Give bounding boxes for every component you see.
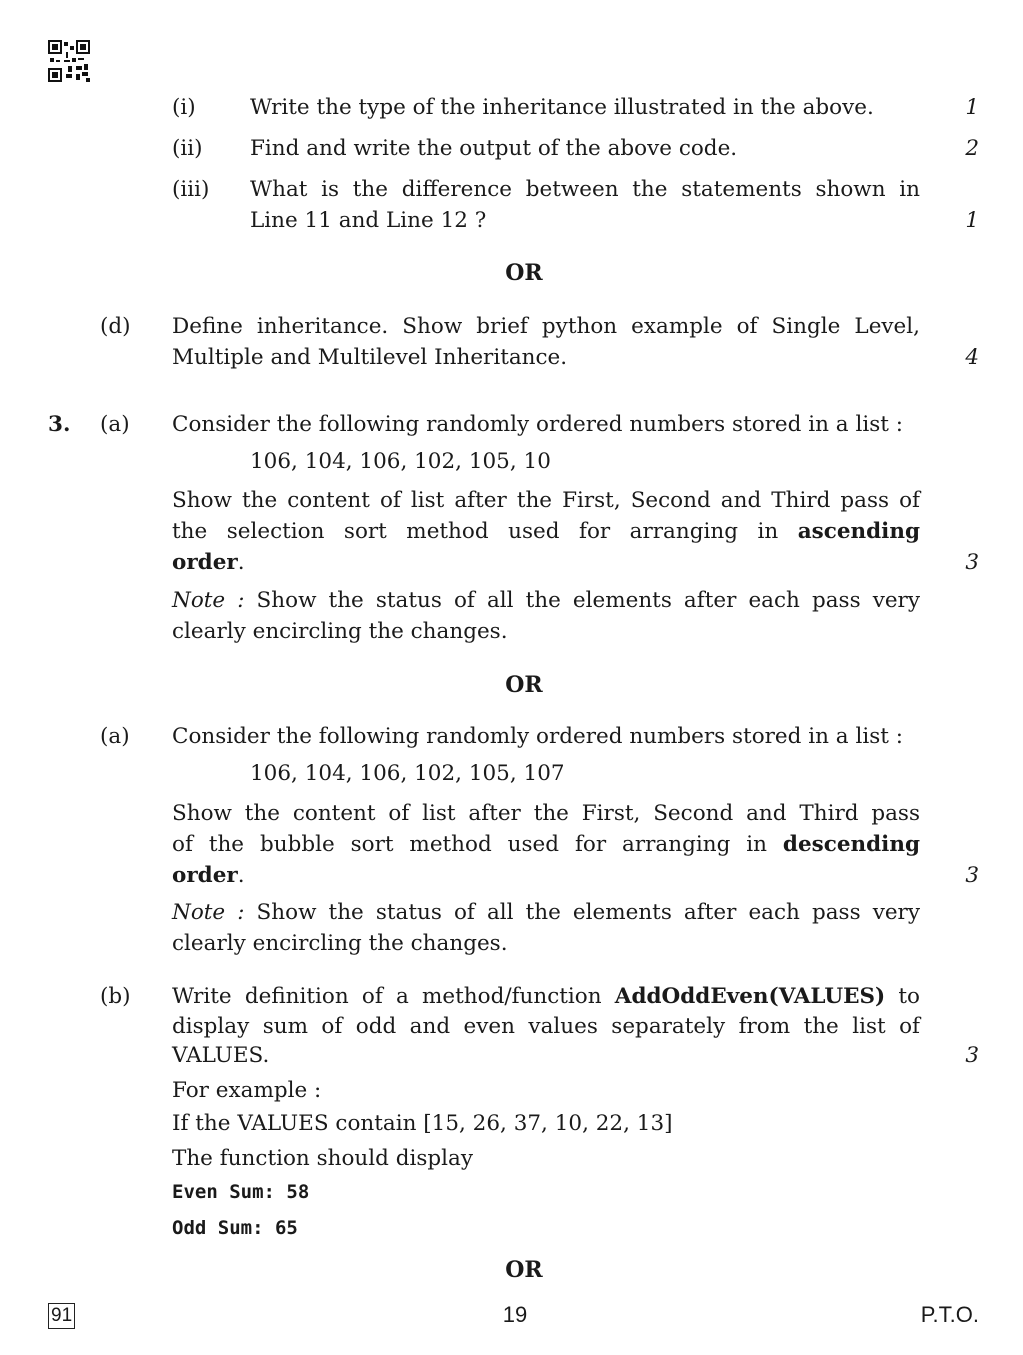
part-a-note-line2: clearly encircling the changes.: [172, 619, 508, 644]
part-b-label: (b): [100, 984, 131, 1009]
or-divider: OR: [505, 1257, 543, 1283]
part-a-line2: [172, 516, 920, 547]
part-b-function-name: AddOddEven(VALUES): [614, 984, 886, 1009]
part-a-alt-line1: Show the content of list after the First, Second and Third pass: [172, 801, 920, 826]
part-a-line3: [172, 547, 245, 578]
part-a-intro: Consider the following randomly ordered numbers stored in a list :: [172, 412, 903, 437]
part-b-line1: [172, 981, 920, 1012]
part-a-line1: Show the content of list after the First, Second and Third pass of: [172, 488, 920, 513]
part-a-alt-intro: Consider the following randomly ordered numbers stored in a list :: [172, 724, 903, 749]
marks-ii: 2: [965, 136, 979, 161]
sub-question-i-label: (i): [172, 95, 196, 120]
part-b-line3: VALUES.: [172, 1043, 270, 1068]
part-a-alt-numbers: 106, 104, 106, 102, 105, 107: [250, 761, 565, 786]
page-number: 19: [502, 1302, 528, 1327]
part-a-alt-label: (a): [100, 724, 130, 749]
part-a-alt-descending: descending: [782, 832, 920, 857]
part-a-ascending: ascending: [797, 519, 921, 544]
part-b-output-even: Even Sum: 58: [172, 1181, 310, 1203]
sub-question-ii-text: Find and write the output of the above code.: [250, 136, 738, 161]
question-number: 3.: [48, 412, 71, 437]
part-a-alt-line3: [172, 860, 245, 891]
pto-label: P.T.O.: [920, 1302, 979, 1327]
part-a-note-line1: [172, 585, 920, 616]
part-a-alt-note-text: Show the status of all the elements after each pass very: [256, 900, 920, 925]
part-b-display-line: The function should display: [172, 1146, 473, 1171]
part-a-alt-order: order: [172, 863, 238, 888]
marks-3a-alt: 3: [965, 863, 979, 888]
marks-d: 4: [965, 345, 979, 370]
part-a-note-label: Note :: [172, 588, 245, 613]
part-a-period: .: [237, 550, 245, 575]
part-d-label: (d): [100, 314, 131, 339]
marks-iii: 1: [965, 208, 979, 233]
part-a-alt-note-label: Note :: [172, 900, 245, 925]
sub-question-iii-label: (iii): [172, 177, 210, 202]
part-a-alt-note-line2: clearly encircling the changes.: [172, 931, 508, 956]
part-a-order: order: [172, 550, 238, 575]
sub-question-i-text: Write the type of the inheritance illustrated in the above.: [250, 95, 874, 120]
part-a-line2-text: the selection sort method used for arranging in: [172, 519, 779, 544]
part-d-line2: Multiple and Multilevel Inheritance.: [172, 345, 568, 370]
part-b-line1-text: Write definition of a method/function: [172, 984, 602, 1009]
part-a-alt-note-line1: [172, 897, 920, 928]
part-a-numbers: 106, 104, 106, 102, 105, 10: [250, 449, 551, 474]
part-a-alt-line2-text: of the bubble sort method used for arranging in: [172, 832, 767, 857]
part-b-example-line: If the VALUES contain [15, 26, 37, 10, 22, 13]: [172, 1111, 673, 1136]
part-a-label: (a): [100, 412, 130, 437]
sub-question-ii-label: (ii): [172, 136, 203, 161]
marks-3a: 3: [965, 550, 979, 575]
part-a-alt-line2: [172, 829, 920, 860]
part-b-output-odd: Odd Sum: 65: [172, 1217, 298, 1239]
sub-question-iii-line2: Line 11 and Line 12 ?: [250, 208, 487, 233]
marks-i: 1: [965, 95, 979, 120]
part-d-line1: Define inheritance. Show brief python example of Single Level,: [172, 314, 920, 339]
part-b-line1-post: to: [898, 984, 920, 1009]
paper-code: 91: [48, 1303, 75, 1329]
sub-question-iii-line1: What is the difference between the statements shown in: [250, 177, 920, 202]
or-divider: OR: [505, 260, 543, 286]
part-b-line2: display sum of odd and even values separately from the list of: [172, 1014, 920, 1039]
part-a-note-text: Show the status of all the elements after each pass very: [256, 588, 920, 613]
marks-3b: 3: [965, 1043, 979, 1068]
qr-code-icon: [48, 40, 90, 82]
or-divider: OR: [505, 672, 543, 698]
part-a-alt-period: .: [237, 863, 245, 888]
part-b-example-label: For example :: [172, 1078, 322, 1103]
